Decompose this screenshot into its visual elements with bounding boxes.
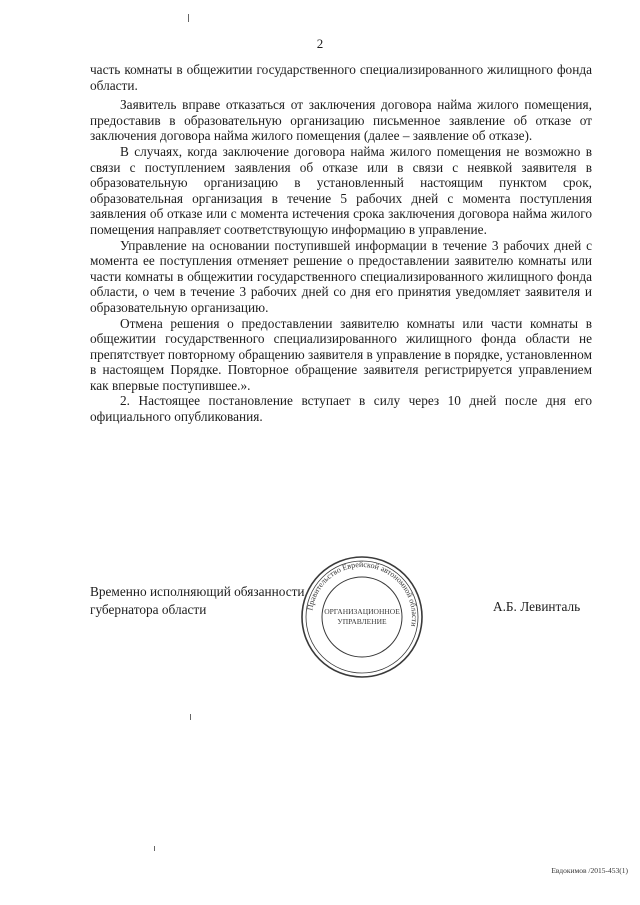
seal-inner-line-2: УПРАВЛЕНИЕ [337,617,387,626]
document-body [90,62,592,425]
official-seal [298,553,426,681]
document-footer-code: Евдокимов /2015-453(1) [551,866,628,875]
paragraph-4: Управление на основании поступившей информации в течение 3 рабочих дней с момента ее поступления отменяет решение о предоставлении заявителю комнаты или части комнаты в общежитии государственного специализированного жилищного фонда области, о чем в течение 3 рабочих дней со дня его принятия уведомляет заявителя и образовательную организацию. [90,237,592,315]
seal-inner-line-1: ОРГАНИЗАЦИОННОЕ [324,607,400,616]
paragraph-3: В случаях, когда заключение договора найма жилого помещения не возможно в связи с поступлением заявления об отказе или в связи с неявкой заявителя в образовательную организацию в установленный настоящим пунктом срок, образовательная организация в течение 5 рабочих дней с момента поступления заявления об отказе или с момента истечения срока заключения договора найма жилого помещения направляет соответствующую информацию в управление. [90,143,592,237]
scan-speck [188,14,189,22]
seal-outer-text: Правительство Еврейской автономной области [305,559,420,628]
signatory-title [90,583,305,619]
paragraph-1: часть комнаты в общежитии государственного специализированного жилищного фонда области. [90,62,592,93]
signatory-title-line-2: губернатора области [90,602,207,617]
paragraph-6: 2. Настоящее постановление вступает в силу через 10 дней после дня его официального опубликования. [90,393,592,425]
paragraph-5: Отмена решения о предоставлении заявителю комнаты или части комнаты в общежитии государственного специализированного жилищного фонда области не препятствует повторному обращению заявителя в управление в порядке, установленном в настоящем Порядке. Повторное обращение заявителя регистрируется управлением как впервые поступившее.». [90,315,592,393]
scan-speck [154,846,155,851]
signatory-title-line-1: Временно исполняющий обязанности [90,584,305,599]
paragraph-2: Заявитель вправе отказаться от заключения договора найма жилого помещения, предоставив в образовательную организацию письменное заявление об отказе от заключения договора найма жилого помещения (далее – заявление об отказе). [90,97,592,144]
scan-speck [190,714,191,720]
seal-graphic [298,553,426,681]
signatory-name: А.Б. Левинталь [493,599,581,614]
page-number: 2 [316,36,324,51]
